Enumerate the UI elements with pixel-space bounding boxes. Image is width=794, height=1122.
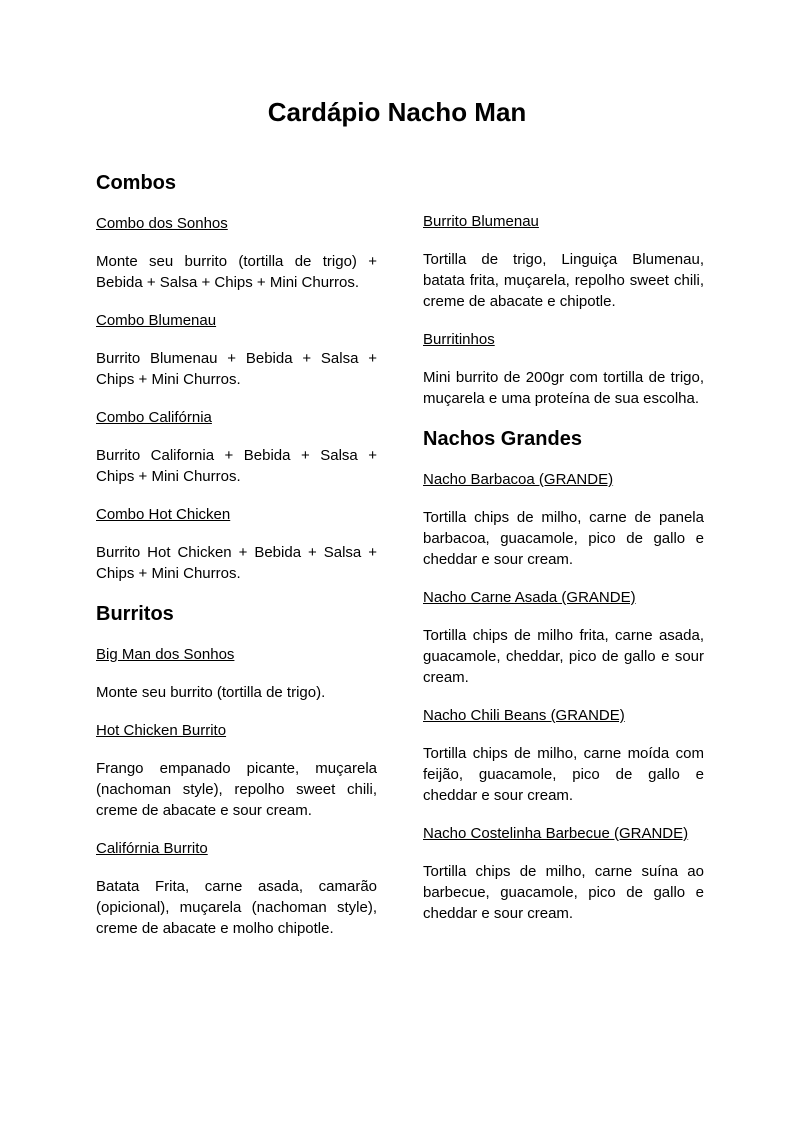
menu-item-description: Burrito Blumenau + Bebida + Salsa + Chips + Mini Churros. <box>96 350 377 388</box>
menu-item-description: Batata Frita, carne asada, camarão (opicional), muçarela (nachoman style), creme de abacate e molho chipotle. <box>96 878 377 937</box>
menu-item-name: Combo dos Sonhos <box>96 215 228 232</box>
menu-item-name: Califórnia Burrito <box>96 840 208 857</box>
section-heading-combos: Combos <box>96 172 176 194</box>
menu-item-name: Combo Blumenau <box>96 312 217 329</box>
menu-item-description: Tortilla chips de milho, carne de panela barbacoa, guacamole, pico de gallo e cheddar e sour cream. <box>423 509 704 568</box>
menu-item-name: Burritinhos <box>423 331 495 348</box>
menu-item-description: Tortilla chips de milho frita, carne asada, guacamole, cheddar, pico de gallo e sour cream. <box>423 627 704 686</box>
menu-item-description: Tortilla chips de milho, carne suína ao barbecue, guacamole, pico de gallo e cheddar e sour cream. <box>423 863 704 922</box>
menu-item-description: Mini burrito de 200gr com tortilla de trigo, muçarela e uma proteína de sua escolha. <box>423 369 704 407</box>
menu-item-name: Nacho Costelinha Barbecue (GRANDE) <box>423 825 689 842</box>
menu-item-description: Monte seu burrito (tortilla de trigo) + Bebida + Salsa + Chips + Mini Churros. <box>96 253 377 291</box>
section-heading-nachos-grandes: Nachos Grandes <box>423 428 582 450</box>
menu-item-name: Combo Califórnia <box>96 409 212 426</box>
menu-column-right <box>423 170 704 956</box>
menu-item-description: Monte seu burrito (tortilla de trigo). <box>96 684 326 701</box>
section-heading-burritos: Burritos <box>96 603 174 625</box>
menu-item-description: Tortilla chips de milho, carne moída com feijão, guacamole, pico de gallo e cheddar e sour cream. <box>423 745 704 804</box>
menu-column-left <box>96 170 377 956</box>
menu-item-name: Hot Chicken Burrito <box>96 722 227 739</box>
menu-item-description: Burrito California + Bebida + Salsa + Chips + Mini Churros. <box>96 447 377 485</box>
menu-item-description: Tortilla de trigo, Linguiça Blumenau, batata frita, muçarela, repolho sweet chili, creme de abacate e chipotle. <box>423 251 704 310</box>
menu-item-description: Frango empanado picante, muçarela (nachoman style), repolho sweet chili, creme de abacate e sour cream. <box>96 760 377 819</box>
menu-item-name: Burrito Blumenau <box>423 213 539 230</box>
menu-item-name: Combo Hot Chicken <box>96 506 231 523</box>
menu-item-name: Nacho Chili Beans (GRANDE) <box>423 707 625 724</box>
two-column-layout <box>96 170 704 956</box>
menu-item-name: Nacho Barbacoa (GRANDE) <box>423 471 614 488</box>
menu-item-description: Burrito Hot Chicken + Bebida + Salsa + Chips + Mini Churros. <box>96 544 377 582</box>
page-title: Cardápio Nacho Man <box>267 97 527 127</box>
menu-item-name: Nacho Carne Asada (GRANDE) <box>423 589 636 606</box>
menu-item-name: Big Man dos Sonhos <box>96 646 235 663</box>
